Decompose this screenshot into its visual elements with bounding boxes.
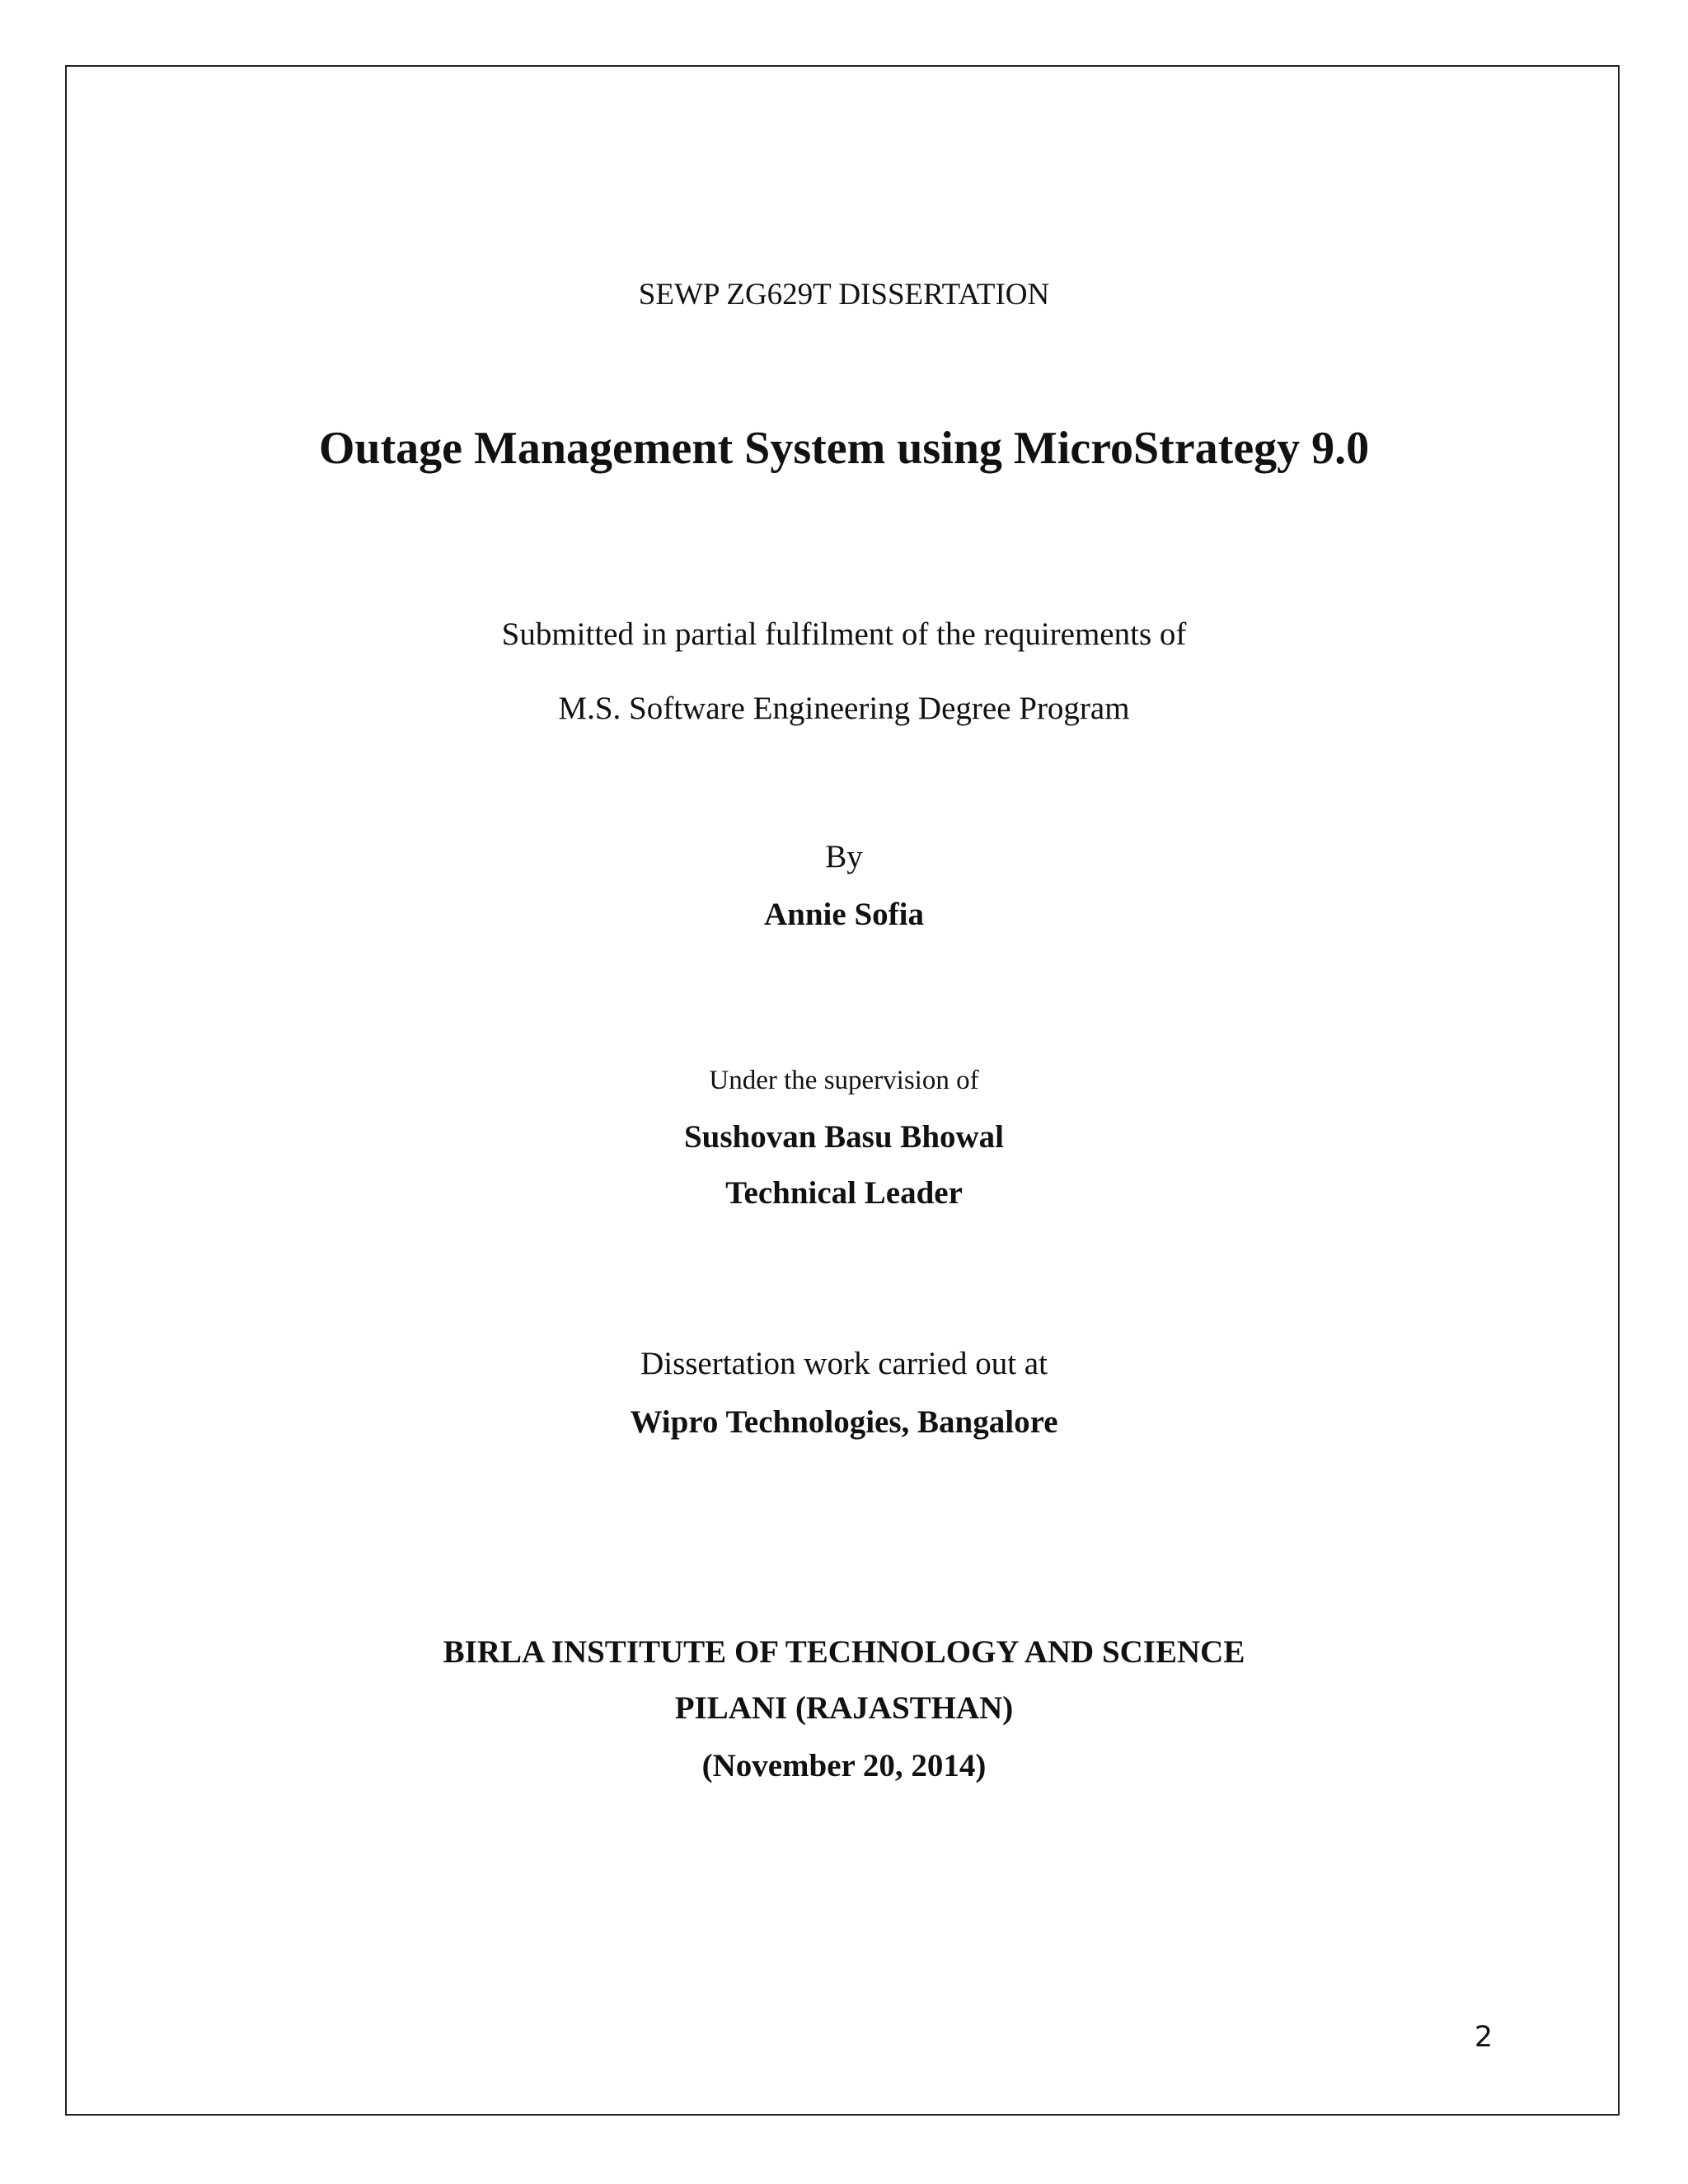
submission-date: (November 20, 2014): [701, 1748, 987, 1783]
workplace-label: Dissertation work carried out at: [640, 1346, 1048, 1381]
degree-program: M.S. Software Engineering Degree Program: [558, 691, 1130, 726]
author-name: Annie Sofia: [764, 897, 924, 932]
by-label: By: [825, 839, 863, 874]
company-name: Wipro Technologies, Bangalore: [630, 1404, 1058, 1440]
supervisor-role: Technical Leader: [725, 1175, 963, 1211]
dissertation-title: Outage Management System using MicroStrategy 9.0: [318, 423, 1370, 474]
page-number: 2: [1474, 2021, 1493, 2054]
course-code: SEWP ZG629T DISSERTATION: [638, 278, 1050, 312]
submission-statement: Submitted in partial fulfilment of the requirements of: [501, 616, 1187, 652]
institution-location: PILANI (RAJASTHAN): [674, 1690, 1014, 1726]
institution-name: BIRLA INSTITUTE OF TECHNOLOGY AND SCIENCE: [443, 1634, 1245, 1670]
supervisor-name: Sushovan Basu Bhowal: [683, 1119, 1005, 1155]
supervision-label: Under the supervision of: [709, 1066, 979, 1095]
